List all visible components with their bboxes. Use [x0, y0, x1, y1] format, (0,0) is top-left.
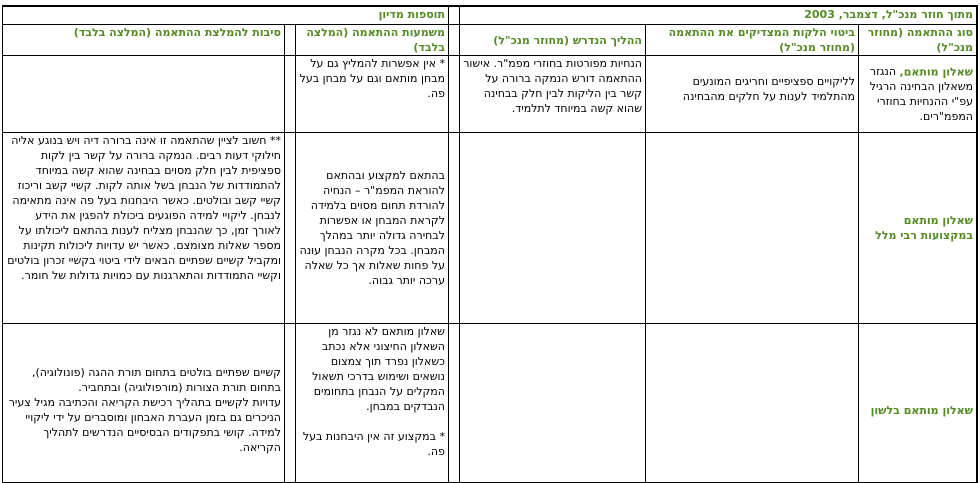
meaning-cell — [295, 324, 448, 483]
col-header-reasons: סיבות להמלצת ההתאמה (המלצה בלבד) — [2, 25, 284, 56]
col-header-meaning: משמעות ההתאמה (המלצה בלבד) — [295, 25, 448, 56]
meaning-text: שאלון מותאם לא נגזר מן השאלון החיצוני אלא נכתב כשאלון נפרד תוך צמצום נושאים ושימוש בדרכי תשאול המקלים על הנבחן בתחומים הנבדקים במבחן. — [312, 325, 445, 413]
table-row — [2, 133, 976, 324]
spacer-cell — [448, 56, 459, 133]
spacer-cell — [448, 133, 459, 324]
col-header-procedure: ההליך הנדרש (מחוזר מנכ"ל) — [459, 25, 645, 56]
group-header-row — [2, 7, 976, 25]
procedure-cell — [459, 133, 645, 324]
type-title: שאלון מותאם, — [899, 65, 973, 79]
col-header-type: סוג ההתאמה (מחוזר מנכ"ל) — [859, 25, 977, 56]
meaning-cell: * אין אפשרות להמליץ גם על מבחן מותאם וגם על מבחן בעל פה. — [295, 56, 448, 133]
type-cell: שאלון מותאם במקצועות רבי מלל — [859, 133, 977, 324]
reasons-cell: ** חשוב לציין שהתאמה זו אינה ברורה דיה ויש בנוגע אליה חילוקי דעות רבים. הנמקה ברורה על קשר בין לקות ספציפית לבין חלק מסוים בבחינה שהוא קשה במיוחד להתמודדות של הנבחן בשל אותה לקות. קשיי קשב וריכוז קשיי קשב ובולטים. כאשר היבחנות בעל פה אינה מתאימה לנבחן. ליקויי למידה הפוגעים ביכולת להפגין את הידע לאורך זמן, כך שהנבחן מצליח לענות בהתאם ליכולתו על מספר שאלות מצומצם. כאשר יש עדויות ליכולות תקינות ומקביל קשיים שפתיים הבאים לידי ביטוי בקשיי זכרון בולטים וקשיי התמודדות והתארגנות עם כמויות גדולות של חומר. — [2, 133, 284, 324]
reasons-cell — [2, 56, 284, 133]
spacer-cell — [448, 324, 459, 483]
col-header-expression: ביטוי הלקות המצדיקים את ההתאמה (מחוזר מנכ"ל) — [646, 25, 859, 56]
procedure-cell — [459, 324, 645, 483]
type-cell — [859, 56, 977, 133]
expression-cell: לליקויים ספציפיים וחריגים המונעים מהתלמיד לענות על חלקים מהבחינה — [646, 56, 859, 133]
group-discussion-title: תוספות מדיון — [2, 7, 448, 25]
spacer-cell — [448, 25, 459, 56]
expression-cell — [646, 133, 859, 324]
column-header-row — [2, 25, 976, 56]
accommodations-table — [2, 6, 977, 483]
group-circular-title: מתוך חוזר מנכ"ל, דצמבר, 2003 — [459, 7, 976, 25]
spacer-cell — [284, 25, 295, 56]
document-table-frame — [2, 5, 978, 483]
table-row — [2, 324, 976, 483]
meaning-note: * במקצוע זה אין היבחנות בעל פה. — [302, 430, 445, 458]
spacer-cell — [284, 56, 295, 133]
spacer-cell — [284, 324, 295, 483]
spacer-cell — [448, 7, 459, 25]
meaning-cell: בהתאם למקצוע ובהתאם להוראת המפמ"ר – הנחיה להורדת תחום מסוים בלמידה לקראת המבחן או אפשרות לבחירה גדולה יותר במהלך המבחן. בכל מקרה הנבחן עונה על פחות שאלות אך כל שאלה ערכה יותר גבוה. — [295, 133, 448, 324]
reasons-paragraph: קשיים שפתיים בולטים בתחום תורת ההגה (פונולוגיה), בתחום תורת הצורות (מורפולוגיה) ובתחביר. — [31, 366, 281, 394]
type-cell: שאלון מותאם בלשון — [859, 324, 977, 483]
table-row — [2, 56, 976, 133]
reasons-cell — [2, 324, 284, 483]
type-description: הנגזר משאלון הבחינה הרגיל עפ"י ההנחיות בחוזרי המפמ"רים. — [869, 64, 973, 124]
procedure-cell: הנחיות מפורטות בחוזרי מפמ"ר. אישור ההתאמה דורש הנמקה ברורה על קשר בין הליקות לבין חלק בבחינה שהוא קשה במיוחד לתלמיד. — [459, 56, 645, 133]
expression-cell — [646, 324, 859, 483]
reasons-paragraph: עדויות לקשיים בתהליך רכישת הקריאה והכתיבה מגיל צעיר הניכרים גם בזמן העברת האבחון ומוסברים על ידי ליקויי למידה. קושי בתפקודים הבסיסיים הנדרשים לתהליך הקריאה. — [8, 396, 281, 454]
blank-line — [299, 414, 445, 429]
spacer-cell — [284, 133, 295, 324]
